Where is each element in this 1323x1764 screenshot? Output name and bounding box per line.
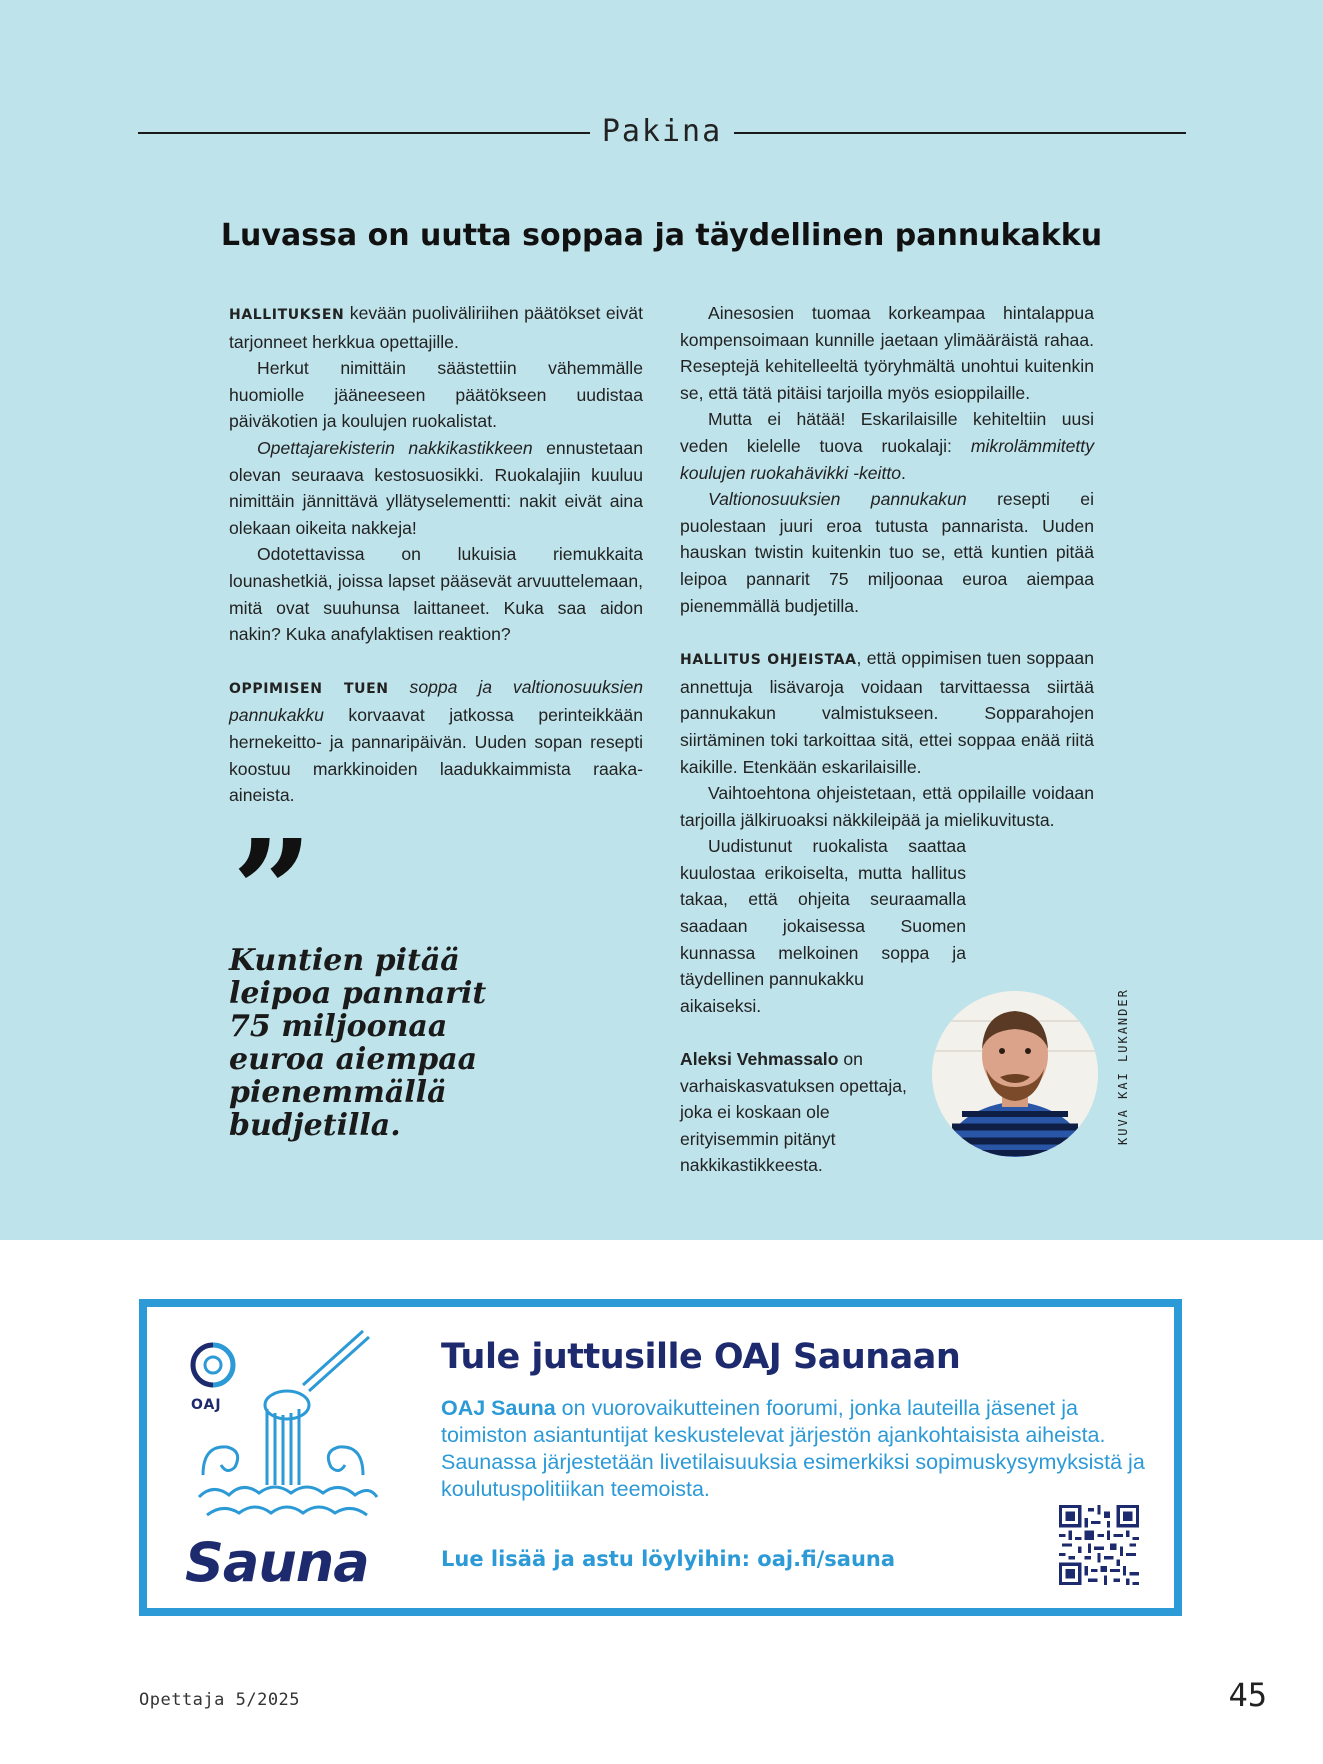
paragraph-text: Uudistunut ruokalista saattaa kuulostaa erikoiselta, mutta hallitus takaa, että ohjeita seuraamalla saadaan jokaisessa Suomen kunnassa melkoinen soppa ja täydellinen pannukakku [680, 836, 966, 990]
oaj-sauna-advertisement [139, 1299, 1182, 1616]
paragraph-text: . [901, 462, 906, 483]
author-description: on varhaiskasvatuksen opettaja, joka ei koskaan ole erityisemmin pitänyt nakkikastikkeesta. [680, 1049, 907, 1176]
section-header [138, 112, 1186, 152]
paragraph [229, 435, 643, 541]
quote-mark: ” [232, 810, 301, 974]
italic-phrase: mikrolämmitetty koulujen ruokahävikki -keitto [680, 435, 1094, 483]
paragraph-end: aikaiseksi. [680, 995, 762, 1016]
ad-body-text: on vuorovaikutteinen foorumi, jonka lauteilla jäsenet ja toimiston asiantuntijat keskustelevat järjestön ajankohtaisista aiheista. Saunassa järjestetään livetilaisuuksia esimerkiksi sopimuskysymyksistä ja koulutuspolitiikan teemoista. [441, 1396, 1145, 1501]
oaj-logo-text: OAJ [191, 1397, 222, 1413]
lead-in: OPPIMISEN TUEN [229, 680, 389, 697]
italic-phrase: Valtionosuuksien pannukakun [708, 489, 967, 510]
photo-credit: KUVA KAI LUKANDER [1116, 988, 1130, 1145]
paragraph-text: resepti ei puolestaan juuri eroa tutusta pannarista. Uuden hauskan twistin kuitenkin tuo se, että kuntien pitää leipoa pannarit 75 miljoonaa euroa aiempaa pienemmällä budjetilla. [680, 489, 1094, 616]
paragraph-text: kevään puoliväliriihen päätökset eivät tarjonneet herkkua opettajille. [229, 303, 643, 352]
paragraph [680, 645, 1094, 780]
ad-body [441, 1395, 1161, 1503]
publication-info: Opettaja 5/2025 [139, 1690, 301, 1710]
italic-phrase: soppa ja valtionosuuksien pannukakku [229, 676, 644, 726]
author-bio [680, 1046, 920, 1179]
lead-in: HALLITUS OHJEISTAA [680, 652, 857, 669]
article-headline: Luvassa on uutta soppaa ja täydellinen pannukakku [220, 218, 1103, 253]
paragraph-text: Mutta ei hätää! Eskarilaisille kehiteltiin uusi veden kielelle tuova ruokalaji: [680, 409, 1094, 456]
paragraph: Vaihtoehtona ohjeistetaan, että oppilaille voidaan tarjoilla jälkiruoaksi näkkileipää ja mielikuvitusta. [680, 783, 1094, 830]
paragraph [680, 833, 966, 993]
author-portrait [932, 991, 1098, 1157]
paragraph [229, 674, 643, 809]
ad-title: Tule juttusille OAJ Saunaan [441, 1337, 961, 1377]
page-number: 45 [1228, 1676, 1267, 1714]
paragraph: Odotettavissa on lukuisia riemukkaita lounashetkiä, joissa lapset pääsevät arvuuttelemaan, mitä ovat suuhunsa laittaneet. Kuka saa aidon nakin? Kuka anafylaktisen reaktion? [229, 544, 643, 645]
paragraph [680, 486, 1094, 619]
author-name: Aleksi Vehmassalo [680, 1049, 839, 1069]
paragraph [229, 300, 643, 355]
sauna-wordmark: Sauna [185, 1531, 369, 1594]
italic-phrase: Opettajarekisterin nakkikastikkeen [257, 437, 533, 458]
pull-quote: Kuntien pitää leipoa pannarit 75 miljoonaa euroa aiempaa pienemmällä budjetilla. [229, 943, 487, 1143]
paragraph-text: korvaavat jatkossa perinteikkään hernekeitto- ja pannaripäivän. Uuden sopan resepti koostuu markkinoiden laadukkaimmista raaka-aineista. [229, 705, 643, 806]
qr-code-icon[interactable] [1059, 1505, 1139, 1585]
article-column-left [229, 300, 643, 809]
section-label: Pakina [601, 114, 723, 149]
sauna-ladle-icon [183, 1325, 383, 1525]
paragraph [680, 406, 1094, 486]
article-column-right [680, 300, 1094, 1019]
paragraph-text: , että oppimisen tuen soppaan annettuja lisävaroja voidaan tarvittaessa siirtää pannukakun valmistukseen. Sopparahojen siirtäminen toki tarkoittaa sitä, ettei soppaa enää riitä kaikille. Etenkään eskarilaisille. [680, 648, 1094, 777]
lead-in: HALLITUKSEN [229, 307, 345, 323]
section-rule-right [734, 132, 1186, 134]
paragraph: Ainesosien tuomaa korkeampaa hintalappua kompensoimaan kunnille jaetaan ylimääräistä rahaa. Reseptejä kehitelleeltä työryhmältä unohtui kuitenkin se, että tätä pitäisi tarjoilla myös esioppilaille. [680, 303, 1094, 403]
ad-body-brand: OAJ Sauna [441, 1396, 556, 1420]
ad-cta-link[interactable]: Lue lisää ja astu löylyihin: oaj.fi/sauna [441, 1547, 896, 1571]
paragraph-text: ennustetaan olevan seuraava kestosuosikki. Ruokalajiin kuuluu nimittäin jännittävä yllätyselementti: nakit eivät aina olekaan oikeita nakkeja! [229, 437, 643, 538]
portrait-illustration [932, 991, 1098, 1157]
paragraph: Herkut nimittäin säästettiin vähemmälle huomiolle jääneeseen päätökseen uudistaa päiväkotien ja koulujen ruokalistat. [229, 358, 643, 432]
